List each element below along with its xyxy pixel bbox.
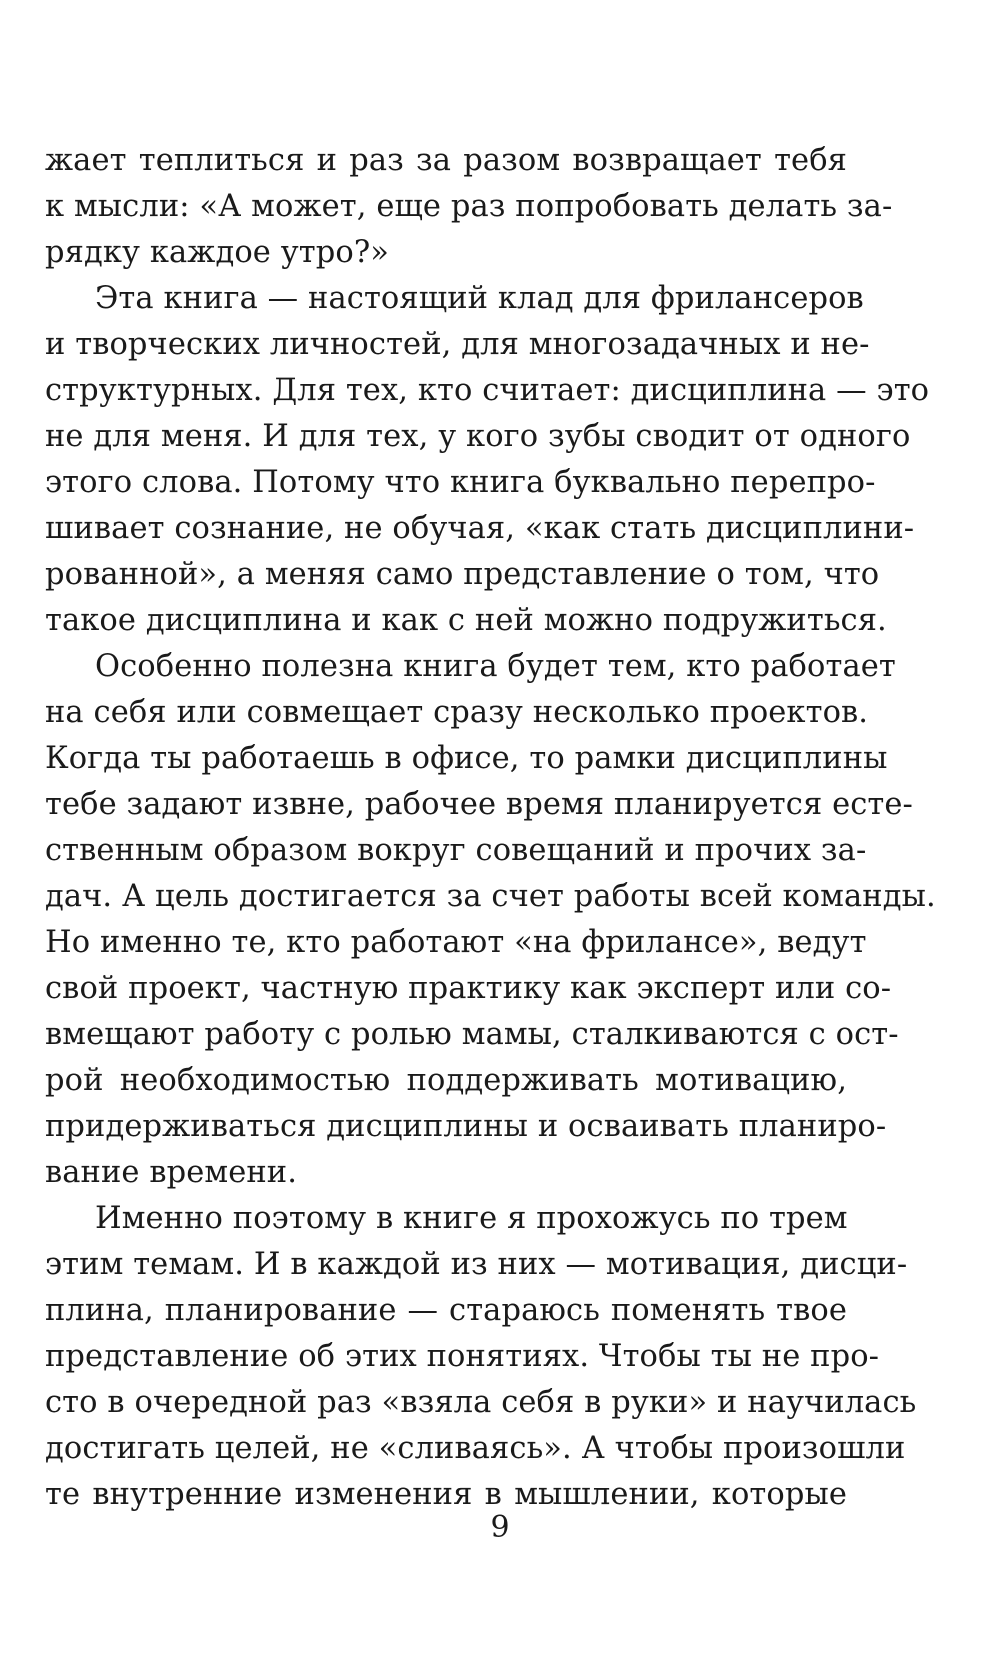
text-line: жает теплиться и раз за разом возвращает тебя [45, 143, 847, 178]
paragraph-4 [45, 1196, 917, 1518]
text-line: к мысли: «А может, еще раз попробовать делать за- [45, 189, 893, 224]
page-number: 9 [490, 1510, 510, 1545]
text-line: ственным образом вокруг совещаний и прочих за- [45, 833, 867, 868]
text-line: тебе задают извне, рабочее время планируется есте- [45, 787, 913, 822]
text-line: Эта книга — настоящий клад для фрилансеров [95, 281, 864, 316]
text-line: представление об этих понятиях. Чтобы ты не про- [45, 1339, 880, 1374]
text-line: рой необходимостью поддерживать мотивацию, [45, 1063, 847, 1098]
text-line: на себя или совмещает сразу несколько проектов. [45, 695, 869, 730]
text-line: плина, планирование — стараюсь поменять твое [45, 1293, 847, 1328]
text-line: структурных. Для тех, кто считает: дисциплина — это [45, 373, 930, 408]
text-line: дач. А цель достигается за счет работы всей команды. [45, 879, 936, 914]
text-line: те внутренние изменения в мышлении, которые [45, 1477, 847, 1512]
text-line: Именно поэтому в книге я прохожусь по трем [95, 1201, 848, 1236]
text-line: придерживаться дисциплины и осваивать планиро- [45, 1109, 887, 1144]
text-line: Но именно те, кто работают «на фрилансе», ведут [45, 925, 867, 960]
text-line: вание времени. [45, 1155, 298, 1190]
text-line: этим темам. И в каждой из них — мотивация, дисци- [45, 1247, 908, 1282]
text-line: и творческих личностей, для многозадачных и не- [45, 327, 870, 362]
text-line: свой проект, частную практику как эксперт или со- [45, 971, 892, 1006]
body-text [45, 138, 936, 1518]
text-line: рованной», а меняя само представление о том, что [45, 557, 880, 592]
text-line: рядку каждое утро?» [45, 235, 390, 270]
text-line: этого слова. Потому что книга буквально перепро- [45, 465, 876, 500]
text-line: Когда ты работаешь в офисе, то рамки дисциплины [45, 741, 888, 776]
text-line: вмещают работу с ролью мамы, сталкиваются с ост- [45, 1017, 899, 1052]
paragraph-1 [45, 138, 893, 276]
text-line: Особенно полезна книга будет тем, кто работает [95, 649, 896, 684]
text-line: шивает сознание, не обучая, «как стать дисциплини- [45, 511, 915, 546]
paragraph-2 [45, 276, 930, 644]
text-line: достигать целей, не «сливаясь». А чтобы произошли [45, 1431, 906, 1466]
paragraph-3 [45, 644, 936, 1196]
text-line: не для меня. И для тех, у кого зубы сводит от одного [45, 419, 911, 454]
text-line: сто в очередной раз «взяла себя в руки» и научилась [45, 1385, 917, 1420]
text-line: такое дисциплина и как с ней можно подружиться. [45, 603, 887, 638]
